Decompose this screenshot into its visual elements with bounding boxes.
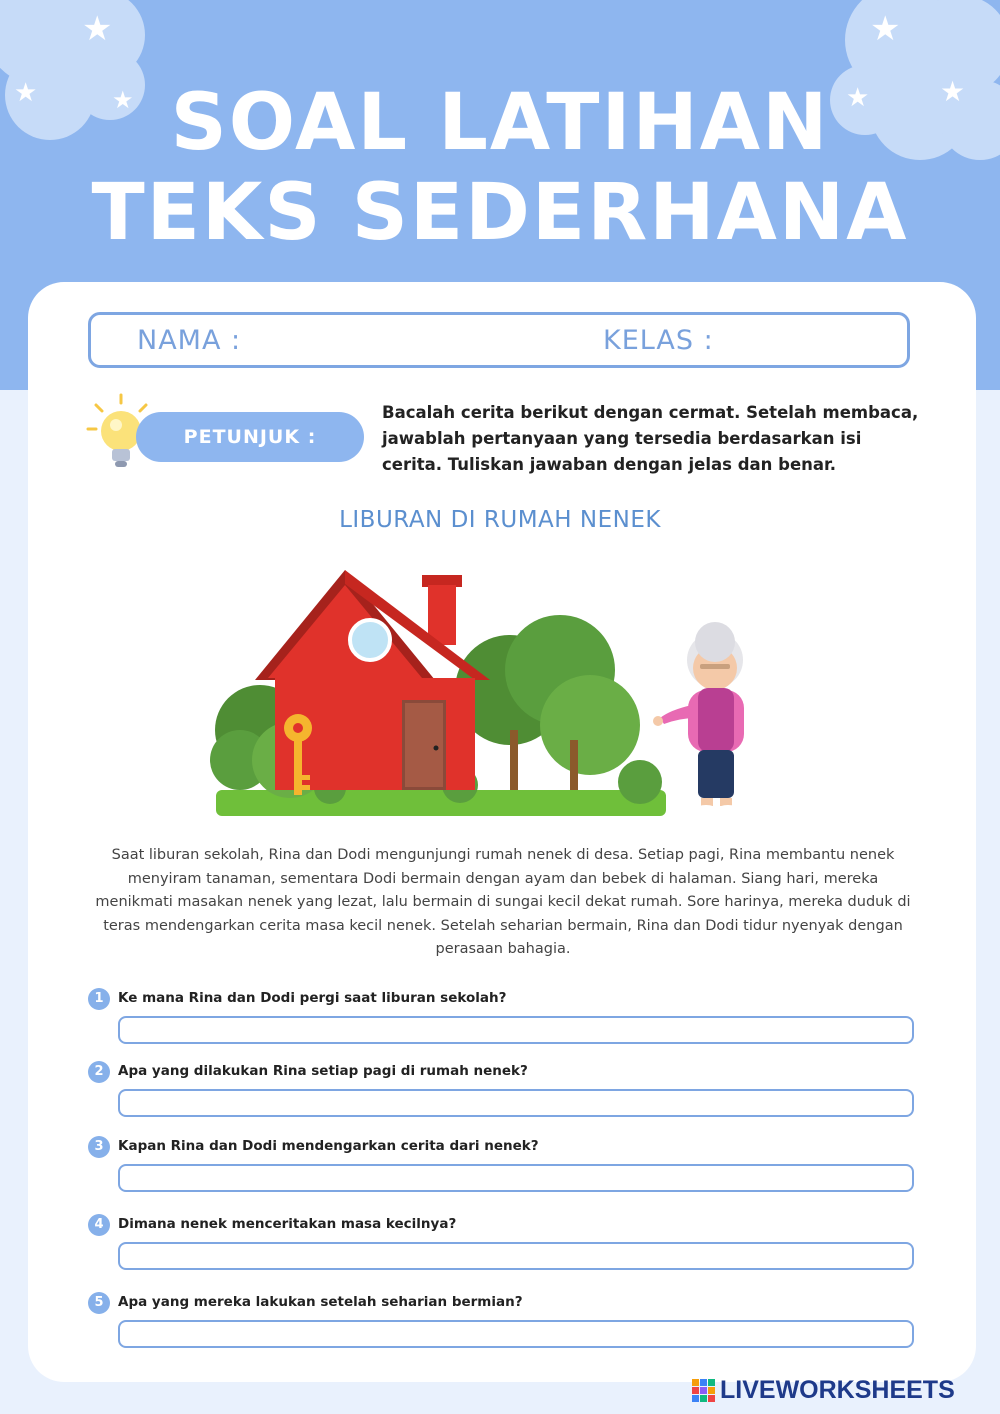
question-text: Ke mana Rina dan Dodi pergi saat liburan sekolah? xyxy=(118,990,507,1006)
page-title xyxy=(0,75,1000,258)
student-info-bar xyxy=(88,312,910,368)
name-field[interactable]: NAMA : xyxy=(137,325,242,356)
question-number: 5 xyxy=(88,1292,110,1314)
answer-input[interactable] xyxy=(118,1164,914,1192)
star-icon: ★ xyxy=(14,78,38,108)
question-text: Apa yang mereka lakukan setelah seharian bermian? xyxy=(118,1294,523,1310)
instructions-text: Bacalah cerita berikut dengan cermat. Setelah membaca, jawablah pertanyaan yang tersedia berdasarkan isi cerita. Tuliskan jawaban dengan jelas dan benar. xyxy=(382,403,919,474)
star-icon: ★ xyxy=(112,86,134,114)
question-number: 2 xyxy=(88,1061,110,1083)
class-field[interactable]: KELAS : xyxy=(603,325,714,356)
title-line-1: SOAL LATIHAN xyxy=(170,78,830,168)
question-number: 4 xyxy=(88,1214,110,1236)
answer-input[interactable] xyxy=(118,1242,914,1270)
liveworksheets-logo-icon xyxy=(692,1379,716,1403)
question-text: Kapan Rina dan Dodi mendengarkan cerita dari nenek? xyxy=(118,1138,539,1154)
story-title: LIBURAN DI RUMAH NENEK xyxy=(339,507,661,533)
star-icon: ★ xyxy=(940,75,966,108)
question-text: Apa yang dilakukan Rina setiap pagi di rumah nenek? xyxy=(118,1063,528,1079)
star-icon: ★ xyxy=(846,83,870,113)
grandmother-figure xyxy=(653,622,744,813)
question-text: Dimana nenek menceritakan masa kecilnya? xyxy=(118,1216,457,1232)
answer-input[interactable] xyxy=(118,1320,914,1348)
brand-text: LIVEWORKSHEETS xyxy=(720,1376,955,1404)
star-icon: ★ xyxy=(870,9,901,49)
answer-input[interactable] xyxy=(118,1089,914,1117)
story-text: Saat liburan sekolah, Rina dan Dodi mengunjungi rumah nenek di desa. Setiap pagi, Rina membantu nenek menyiram tanaman, sementara Dodi bermain dengan ayam dan bebek di halaman. Siang hari, mereka menikmati masakan nenek yang lezat, lalu bermain di sungai kecil dekat rumah. Sore harinya, mereka duduk di teras mendengarkan cerita masa kecil nenek. Setelah seharian bermain, Rina dan Dodi tidur nyenyak dengan perasaan bahagia. xyxy=(95,847,911,957)
question-number: 3 xyxy=(88,1136,110,1158)
title-line-2: TEKS SEDERHANA xyxy=(91,168,909,258)
answer-input[interactable] xyxy=(118,1016,914,1044)
instructions-badge: PETUNJUK : xyxy=(136,412,364,462)
star-icon: ★ xyxy=(82,9,113,49)
question-number: 1 xyxy=(88,988,110,1010)
house-grandmother-illustration xyxy=(210,560,770,830)
